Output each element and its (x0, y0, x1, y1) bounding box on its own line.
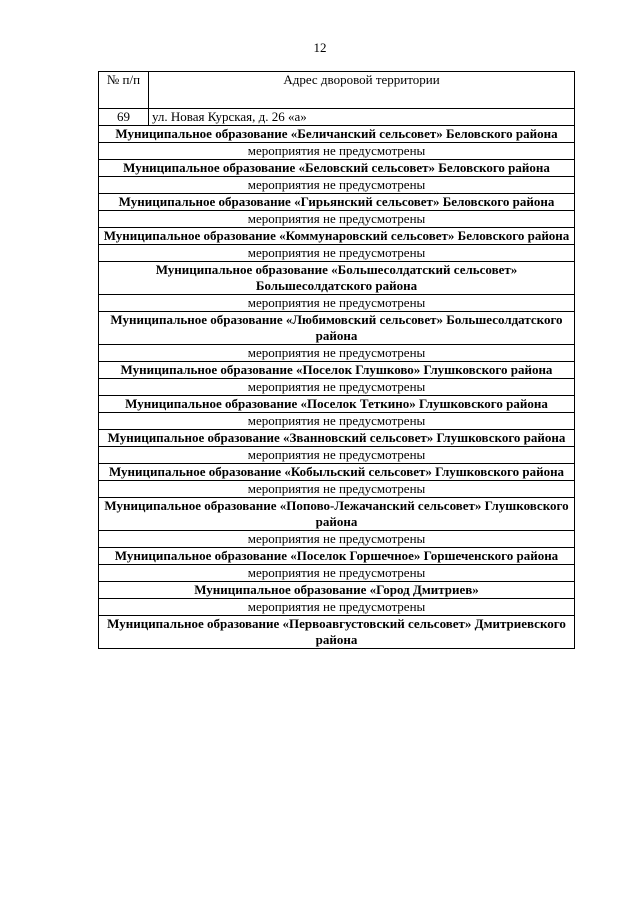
no-activities-note: мероприятия не предусмотрены (99, 565, 575, 582)
row-number: 69 (99, 109, 149, 126)
note-row (99, 565, 575, 582)
municipality-title: Муниципальное образование «Попово-Лежачанский сельсовет» Глушковского района (99, 498, 575, 531)
no-activities-note: мероприятия не предусмотрены (99, 447, 575, 464)
note-row (99, 481, 575, 498)
row-address: ул. Новая Курская, д. 26 «а» (149, 109, 575, 126)
note-row (99, 413, 575, 430)
note-row (99, 447, 575, 464)
section-row (99, 262, 575, 295)
municipality-title: Муниципальное образование «Званновский сельсовет» Глушковского района (99, 430, 575, 447)
no-activities-note: мероприятия не предусмотрены (99, 211, 575, 228)
municipality-title: Муниципальное образование «Беличанский сельсовет» Беловского района (99, 126, 575, 143)
section-row (99, 228, 575, 245)
section-row (99, 548, 575, 565)
municipality-title: Муниципальное образование «Город Дмитриев» (99, 582, 575, 599)
no-activities-note: мероприятия не предусмотрены (99, 599, 575, 616)
municipality-title: Муниципальное образование «Поселок Горшечное» Горшеченского района (99, 548, 575, 565)
note-row (99, 379, 575, 396)
table-header-row (99, 72, 575, 109)
note-row (99, 245, 575, 262)
municipality-title: Муниципальное образование «Поселок Глушково» Глушковского района (99, 362, 575, 379)
page-number: 12 (313, 40, 327, 55)
note-row (99, 345, 575, 362)
no-activities-note: мероприятия не предусмотрены (99, 143, 575, 160)
no-activities-note: мероприятия не предусмотрены (99, 245, 575, 262)
no-activities-note: мероприятия не предусмотрены (99, 413, 575, 430)
municipality-title: Муниципальное образование «Гирьянский сельсовет» Беловского района (99, 194, 575, 211)
municipality-title: Муниципальное образование «Большесолдатский сельсовет» Большесолдатского района (99, 262, 575, 295)
note-row (99, 295, 575, 312)
no-activities-note: мероприятия не предусмотрены (99, 295, 575, 312)
header-number: № п/п (99, 72, 149, 109)
note-row (99, 211, 575, 228)
section-row (99, 312, 575, 345)
section-row (99, 396, 575, 413)
municipality-title: Муниципальное образование «Любимовский сельсовет» Большесолдатского района (99, 312, 575, 345)
no-activities-note: мероприятия не предусмотрены (99, 345, 575, 362)
no-activities-note: мероприятия не предусмотрены (99, 379, 575, 396)
section-row (99, 126, 575, 143)
no-activities-note: мероприятия не предусмотрены (99, 177, 575, 194)
no-activities-note: мероприятия не предусмотрены (99, 481, 575, 498)
note-row (99, 599, 575, 616)
section-row (99, 430, 575, 447)
section-row (99, 194, 575, 211)
section-row (99, 160, 575, 177)
no-activities-note: мероприятия не предусмотрены (99, 531, 575, 548)
section-row (99, 582, 575, 599)
municipality-title: Муниципальное образование «Первоавгустовский сельсовет» Дмитриевского района (99, 616, 575, 649)
table-row (99, 109, 575, 126)
section-row (99, 498, 575, 531)
note-row (99, 531, 575, 548)
municipality-title: Муниципальное образование «Поселок Теткино» Глушковского района (99, 396, 575, 413)
municipality-title: Муниципальное образование «Беловский сельсовет» Беловского района (99, 160, 575, 177)
header-address: Адрес дворовой территории (149, 72, 575, 109)
note-row (99, 177, 575, 194)
municipality-title: Муниципальное образование «Кобыльский сельсовет» Глушковского района (99, 464, 575, 481)
section-row (99, 464, 575, 481)
note-row (99, 143, 575, 160)
section-row (99, 616, 575, 649)
address-table (98, 71, 575, 649)
municipality-title: Муниципальное образование «Коммунаровский сельсовет» Беловского района (99, 228, 575, 245)
section-row (99, 362, 575, 379)
